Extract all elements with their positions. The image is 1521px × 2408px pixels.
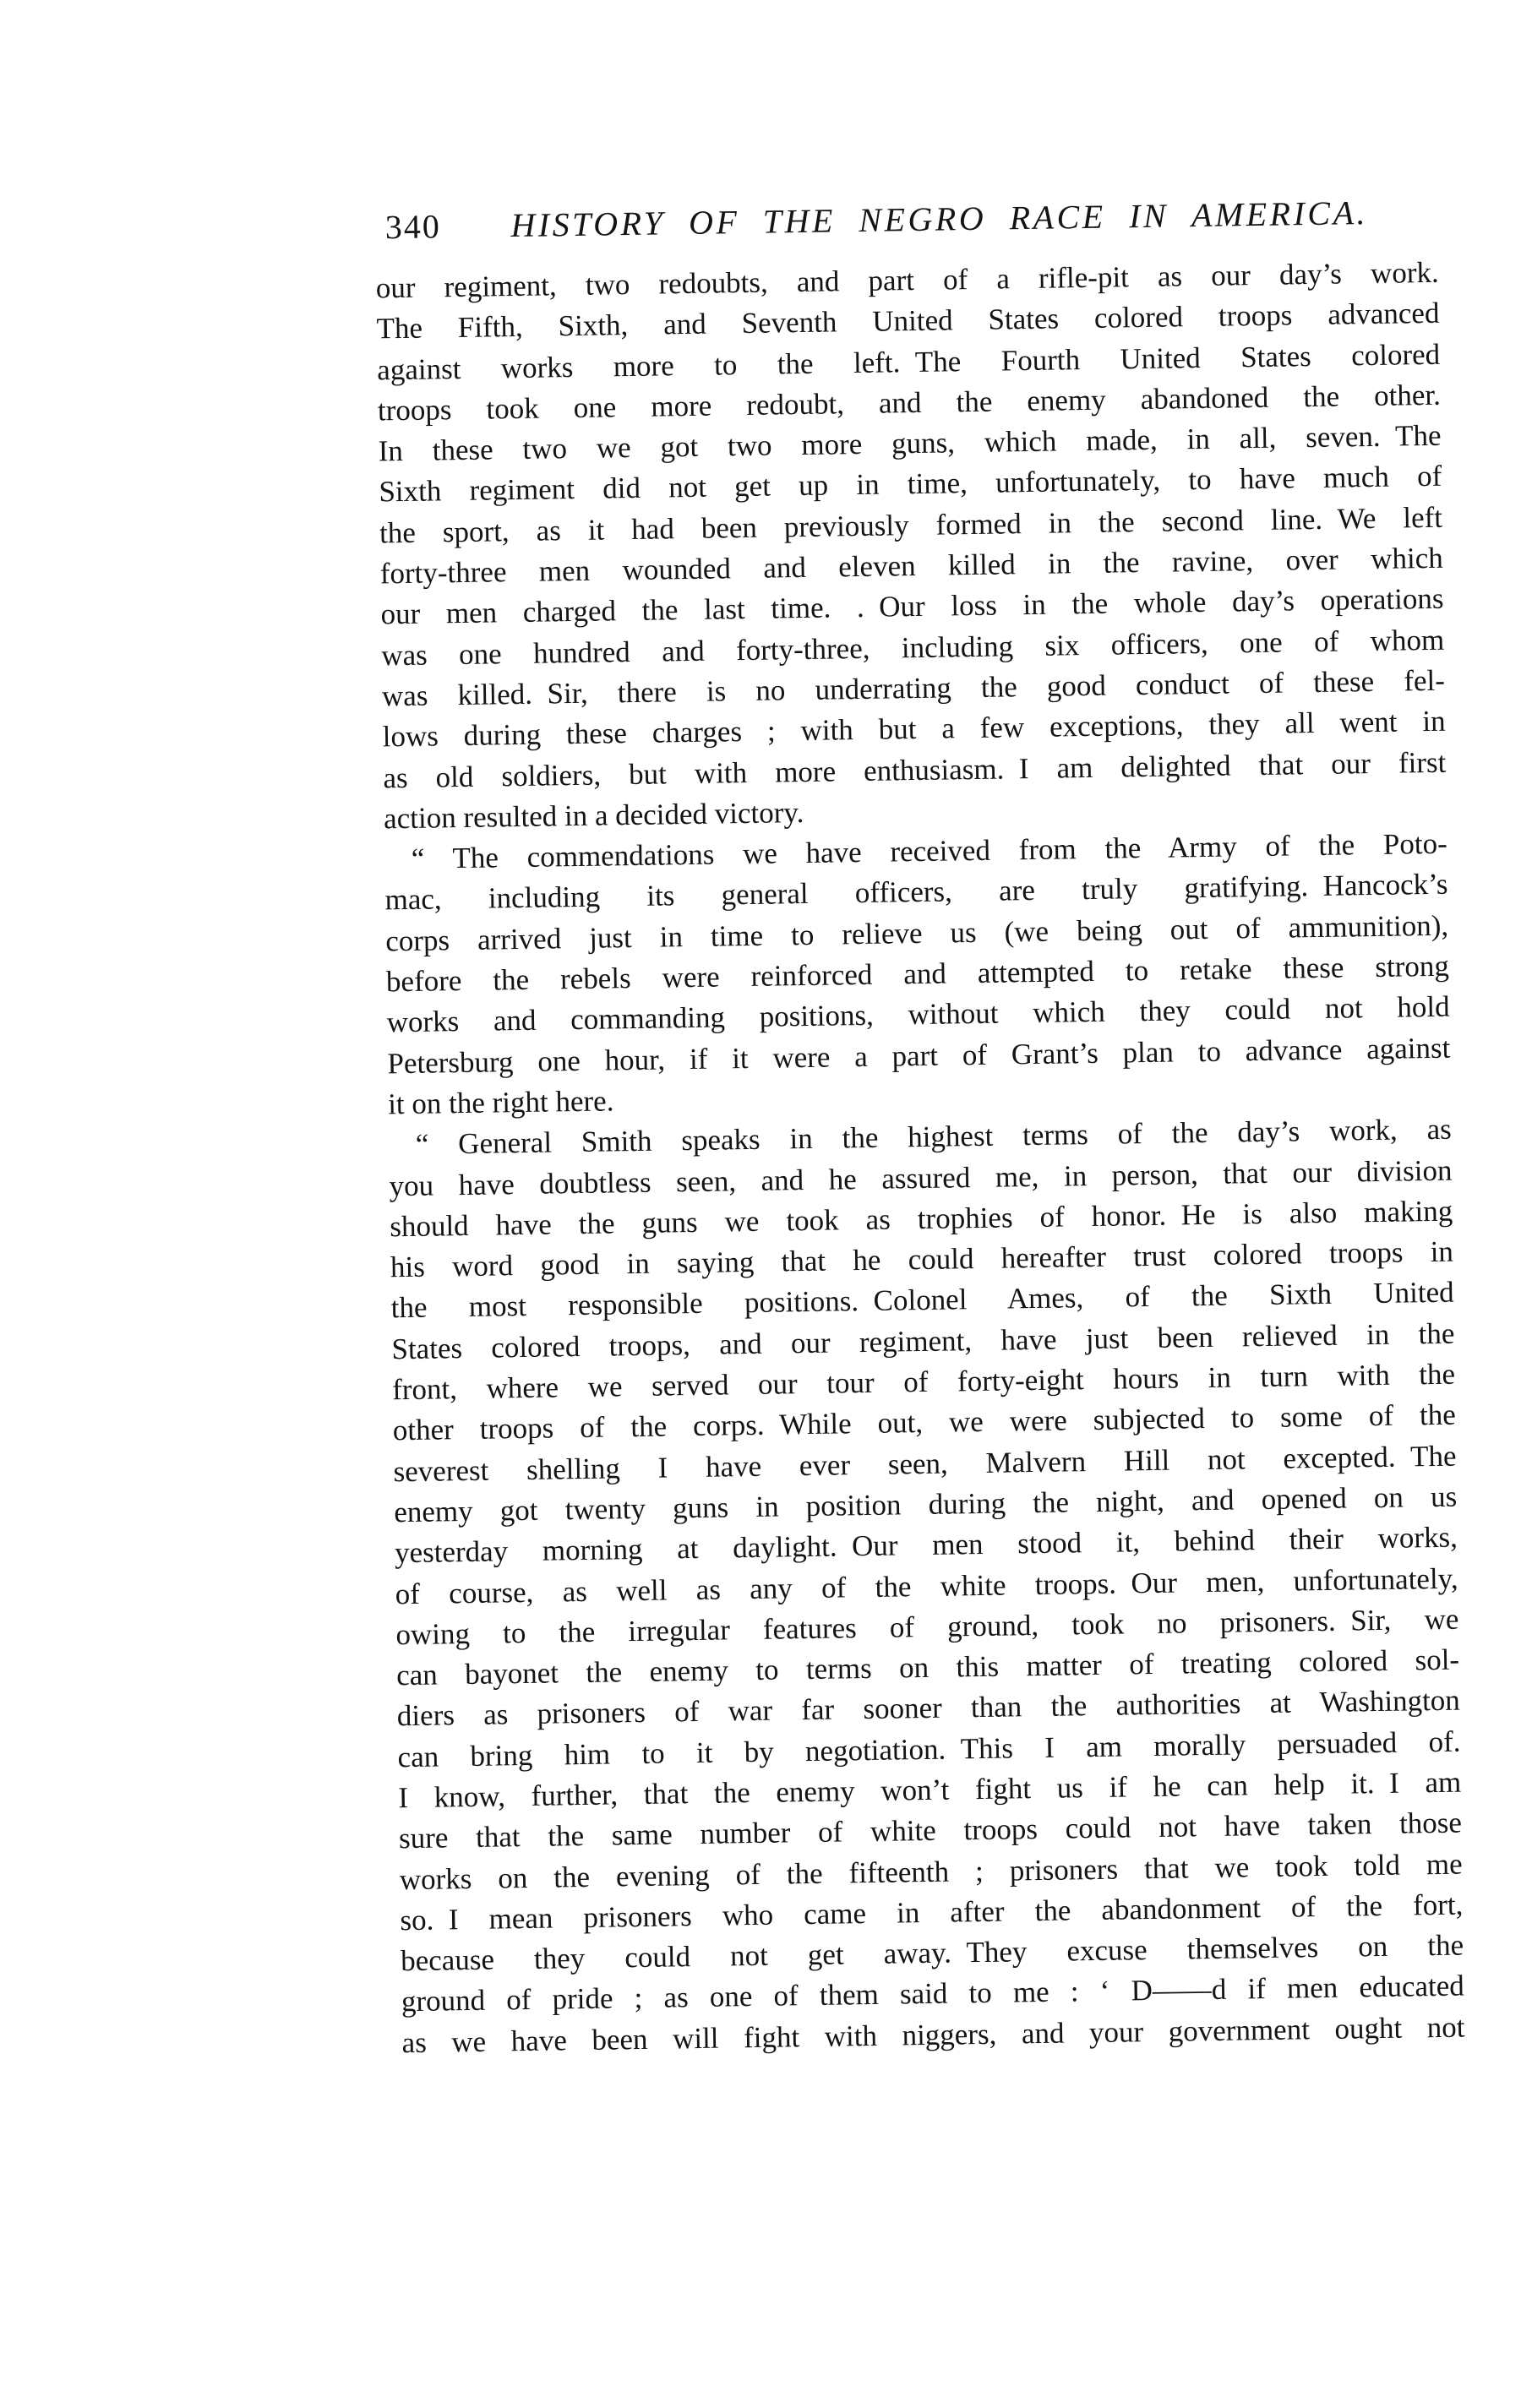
body-line: ground of pride ; as one of them said to me : ‘ D——d if men educated: [401, 1969, 1465, 2018]
body-line: the most responsible positions. Colonel Ames, of the Sixth United: [390, 1276, 1454, 1325]
body-line: diers as prisoners of war far sooner than the authorities at Washington: [396, 1683, 1461, 1733]
body-line: troops took one more redoubt, and the enemy abandoned the other.: [377, 378, 1442, 428]
page-body: [375, 253, 1464, 2063]
body-line: owing to the irregular features of ground, took no prisoners. Sir, we: [395, 1602, 1459, 1652]
body-line: mac, including its general officers, are truly gratifying. Hancock’s: [384, 868, 1448, 917]
body-line: his word good in saying that he could hereafter trust colored troops in: [390, 1234, 1454, 1284]
body-line: The Fifth, Sixth, and Seventh United States colored troops advanced: [376, 297, 1440, 346]
body-line: so. I mean prisoners who came in after the abandonment of the fort,: [400, 1888, 1464, 1937]
body-line: “ General Smith speaks in the highest terms of the day’s work, as: [415, 1112, 1453, 1162]
body-line: lows during these charges ; with but a few exceptions, they all went in: [382, 704, 1446, 754]
body-line: works on the evening of the fifteenth ; prisoners that we took told me: [399, 1847, 1463, 1896]
body-line: works and commanding positions, without which they could not hold: [386, 990, 1450, 1039]
body-line: I know, further, that the enemy won’t fight us if he can help it. I am: [398, 1765, 1462, 1815]
body-line: because they could not get away. They excuse themselves on the: [400, 1928, 1464, 1978]
body-line: other troops of the corps. While out, we were subjected to some of the: [392, 1397, 1457, 1447]
body-line: it on the right here.: [387, 1084, 614, 1121]
body-line: as old soldiers, but with more enthusiasm. I am delighted that our first: [383, 745, 1447, 794]
running-title: HISTORY OF THE NEGRO RACE IN AMERICA.: [510, 193, 1369, 245]
body-line: Sixth regiment did not get up in time, unfortunately, to have much of: [379, 460, 1442, 509]
body-line: Petersburg one hour, if it were a part of Grant’s plan to advance against: [387, 1031, 1451, 1080]
body-line: States colored troops, and our regiment, have just been relieved in the: [391, 1316, 1455, 1366]
body-line: can bring him to it by negotiation. This I am morally persuaded of.: [397, 1724, 1461, 1773]
body-line: before the rebels were reinforced and attempted to retake these strong: [385, 949, 1450, 999]
body-line: enemy got twenty guns in position during the night, and opened on us: [394, 1479, 1458, 1529]
body-line: In these two we got two more guns, which made, in all, seven. The: [378, 418, 1442, 468]
body-line: our regiment, two redoubts, and part of a rifle-pit as our day’s work.: [375, 255, 1439, 305]
body-line: front, where we served our tour of forty-eight hours in turn with the: [391, 1357, 1456, 1407]
body-line: severest shelling I have ever seen, Malvern Hill not excepted. The: [393, 1439, 1457, 1488]
body-line: action resulted in a decided victory.: [383, 795, 804, 836]
body-line: forty-three men wounded and eleven killed in the ravine, over which: [379, 541, 1443, 591]
body-line: corps arrived just in time to relieve us (we being out of ammunition),: [384, 908, 1449, 958]
body-line: was killed. Sir, there is no underrating the good conduct of these fel-: [381, 663, 1446, 713]
body-line: of course, as well as any of the white troops. Our men, unfortunately,: [395, 1561, 1458, 1610]
page-number: 340: [384, 207, 442, 247]
body-line: “ The commendations we have received from the Army of the Poto-: [411, 826, 1448, 876]
body-line: yesterday morning at daylight. Our men stood it, behind their works,: [394, 1520, 1458, 1570]
body-line: the sport, as it had been previously formed in the second line. We left: [379, 500, 1443, 550]
page-header: [374, 192, 1438, 248]
body-line: can bayonet the enemy to terms on this matter of treating colored sol-: [395, 1643, 1460, 1692]
text-block: [374, 192, 1464, 2063]
body-line: as we have been will fight with niggers, and your government ought not: [401, 2010, 1465, 2059]
body-line: you have doubtless seen, and he assured me, in person, that our division: [389, 1153, 1453, 1202]
body-line: should have the guns we took as trophies of honor. He is also making: [390, 1194, 1453, 1244]
body-line: against works more to the left. The Fourth United States colored: [376, 337, 1441, 387]
body-line: sure that the same number of white troops could not have taken those: [398, 1806, 1463, 1855]
body-line: our men charged the last time. . Our loss in the whole day’s operations: [380, 582, 1444, 631]
body-line: was one hundred and forty-three, including six officers, one of whom: [380, 623, 1445, 673]
